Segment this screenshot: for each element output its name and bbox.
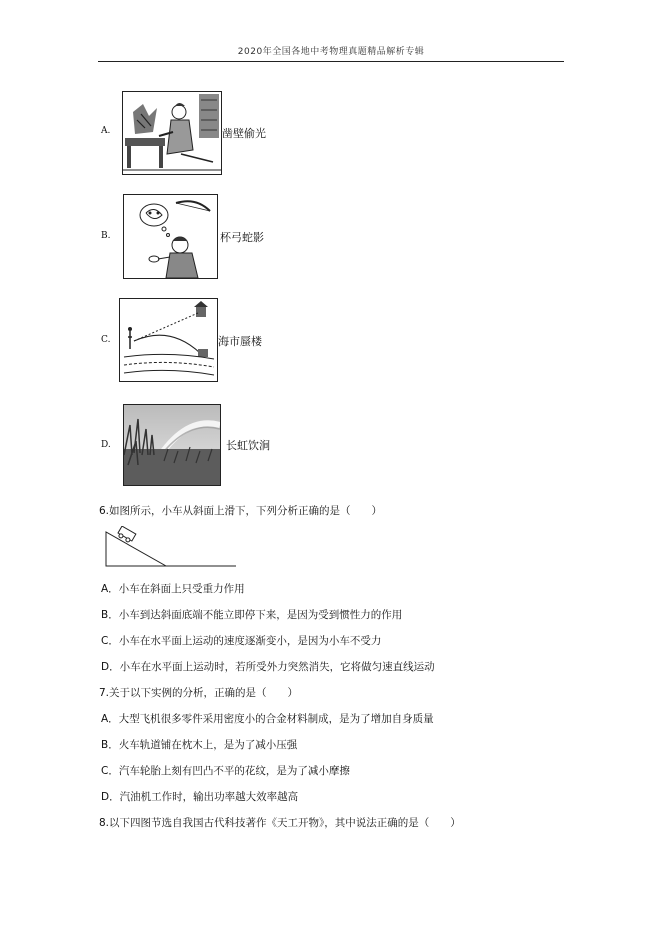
question-6-option-b: B．小车到达斜面底端不能立即停下来，是因为受到惯性力的作用: [101, 609, 403, 621]
question-6-option-d: D．小车在水平面上运动时，若所受外力突然消失，它将做匀速直线运动: [101, 661, 435, 673]
option-c-letter: C.: [101, 335, 111, 345]
option-d-caption: 长虹饮涧: [226, 439, 270, 452]
page-header: 2020年全国各地中考物理真题精品解析专辑: [237, 47, 425, 57]
option-b-caption: 杯弓蛇影: [220, 231, 264, 244]
option-a-letter: A.: [101, 126, 111, 136]
question-6-option-a: A．小车在斜面上只受重力作用: [101, 583, 245, 595]
question-7-option-d: D．汽油机工作时，输出功率越大效率越高: [101, 791, 299, 803]
question-7-option-a: A．大型飞机很多零件采用密度小的合金材料制成，是为了增加自身质量: [101, 713, 434, 725]
question-7-stem: 7.关于以下实例的分析，正确的是（ ）: [99, 687, 299, 699]
wall-light-illustration: [122, 91, 222, 175]
question-7-option-b: B．火车轨道铺在枕木上，是为了减小压强: [101, 739, 298, 751]
option-b-letter: B.: [101, 231, 111, 241]
bow-snake-cup-illustration: [123, 194, 218, 279]
mirage-illustration: [119, 298, 218, 382]
question-6-stem: 6.如图所示，小车从斜面上滑下，下列分析正确的是（ ）: [99, 505, 383, 517]
option-c-caption: 海市蜃楼: [218, 335, 262, 348]
question-6-option-c: C．小车在水平面上运动的速度逐渐变小，是因为小车不受力: [101, 635, 382, 647]
rainbow-waterfall-photo: [123, 404, 221, 486]
option-d-letter: D.: [101, 440, 111, 450]
option-a-caption: 凿壁偷光: [222, 127, 266, 140]
question-8-stem: 8.以下四图节选自我国古代科技著作《天工开物》，其中说法正确的是（ ）: [99, 817, 461, 829]
question-7-option-c: C．汽车轮胎上刻有凹凸不平的花纹，是为了减小摩擦: [101, 765, 350, 777]
cart-on-slope-diagram: [104, 526, 238, 568]
header-rule: [98, 61, 564, 62]
